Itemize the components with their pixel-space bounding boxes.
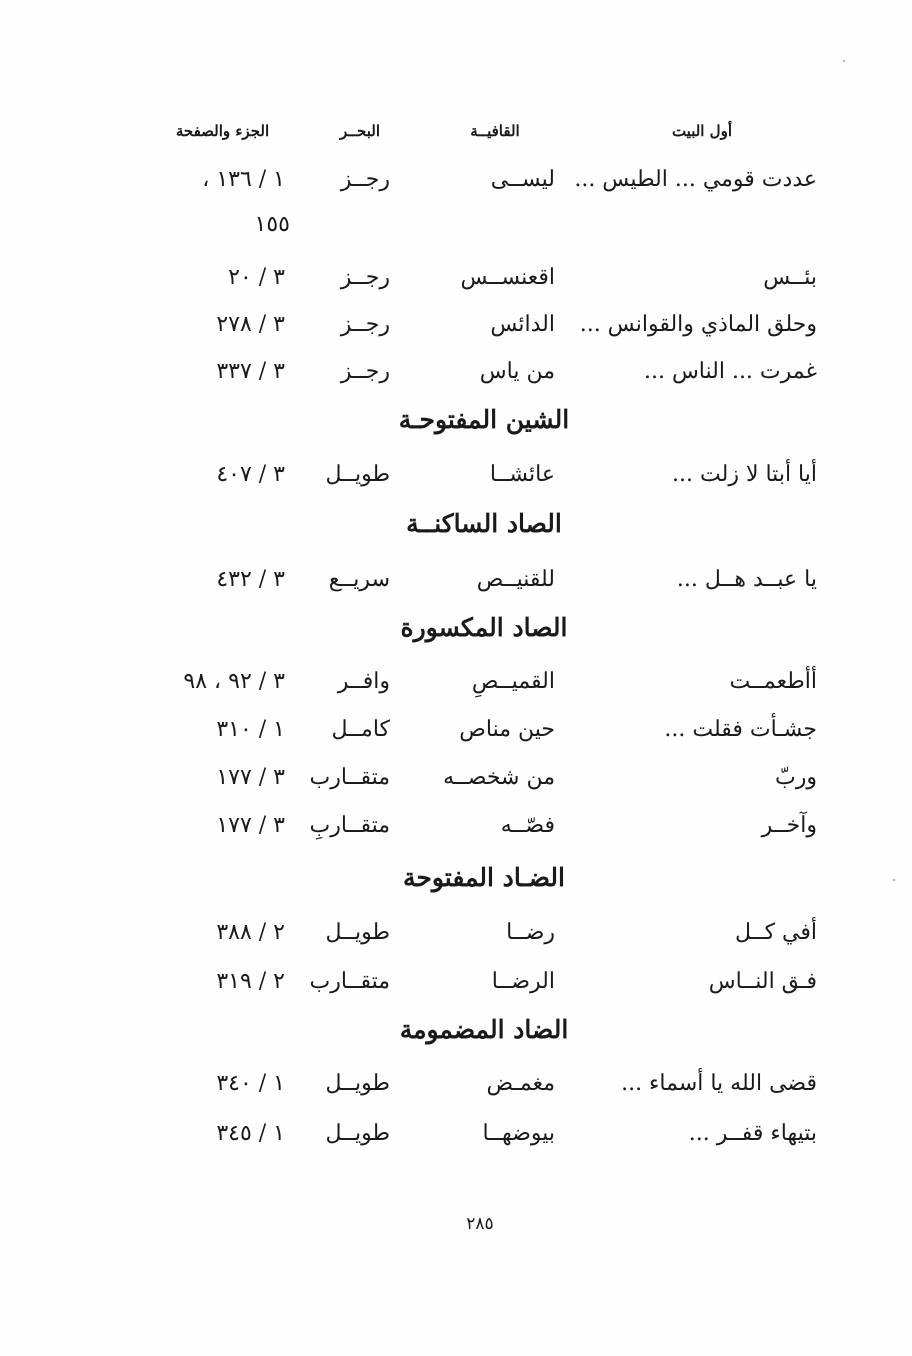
ref-cell: ٣ / ١٧٧ xyxy=(216,765,285,790)
verse-cell: غمرت ... الناس ... xyxy=(643,359,817,384)
verse-cell: بتيهاء قفــر ... xyxy=(688,1121,817,1146)
table-row xyxy=(0,305,912,345)
section-title: الضاد المضمومة xyxy=(399,1015,569,1044)
verse-cell: بئــس xyxy=(763,265,817,290)
verse-cell: وحلق الماذي والقوانس ... xyxy=(579,312,817,337)
section-title: الضـاد المفتوحة xyxy=(403,863,565,892)
table-row xyxy=(0,710,912,750)
rhyme-cell: بيوضهــا xyxy=(482,1121,555,1146)
ref-cell: ٣ / ١٧٧ xyxy=(216,813,285,838)
verse-cell: عددت قومي ... الطيس ... xyxy=(574,167,817,192)
section-title: الصاد الساكنــة xyxy=(406,509,562,538)
rhyme-cell: مغمـض xyxy=(486,1071,555,1096)
ref-continuation: ١٥٥ xyxy=(254,212,290,237)
ref-cell: ٣ / ٢٠ xyxy=(228,265,285,290)
meter-cell: كامــل xyxy=(331,717,390,742)
ref-cell: ١ / ٣١٠ xyxy=(216,717,285,742)
rhyme-cell: اقعنســس xyxy=(460,265,555,290)
header-verse: أول البيت xyxy=(671,122,732,140)
rhyme-cell: فصّــه xyxy=(500,813,555,838)
verse-cell: قضى الله يا أسماء ... xyxy=(621,1071,817,1096)
table-row xyxy=(0,913,912,953)
ref-cell: ٢ / ٣١٩ xyxy=(216,969,285,994)
header-meter: البحــر xyxy=(339,122,380,140)
table-row xyxy=(0,962,912,1002)
meter-cell: رجــز xyxy=(340,312,390,337)
verse-cell: فـق النــاس xyxy=(708,969,817,994)
ref-cell: ٢ / ٣٨٨ xyxy=(216,920,285,945)
table-row xyxy=(0,758,912,798)
table-row xyxy=(0,806,912,846)
ref-cell: ٣ / ٤٠٧ xyxy=(216,462,285,487)
ref-cell: ٣ / ٤٣٢ xyxy=(216,567,285,592)
section-heading xyxy=(0,502,912,546)
verse-cell: يا عبــد هــل ... xyxy=(676,567,817,592)
verse-cell: أأطعمــت xyxy=(729,669,817,694)
table-row xyxy=(0,1064,912,1104)
section-heading xyxy=(0,856,912,900)
meter-cell: طويــل xyxy=(325,462,390,487)
meter-cell: متقــارب xyxy=(309,969,390,994)
ref-cell: ٣ / ٣٣٧ xyxy=(216,359,285,384)
rhyme-cell: الدائس xyxy=(490,312,555,337)
section-heading xyxy=(0,398,912,442)
header-ref: الجزء والصفحة xyxy=(175,122,270,140)
section-title: الصاد المكسورة xyxy=(400,613,568,642)
rhyme-cell: حين مناص xyxy=(459,717,555,742)
meter-cell: متقــاربِ xyxy=(309,813,390,838)
table-row xyxy=(0,560,912,600)
rhyme-cell: للقنيــص xyxy=(476,567,555,592)
section-title: الشين المفتوحـة xyxy=(398,405,570,434)
ref-cell: ١ / ١٣٦ ، xyxy=(202,167,285,192)
verse-cell: أفي كــل xyxy=(735,920,817,945)
meter-cell: طويــل xyxy=(325,920,390,945)
rhyme-cell: رضــا xyxy=(506,920,555,945)
rhyme-cell: من ياس xyxy=(479,359,555,384)
rhyme-cell: من شخصــه xyxy=(443,765,555,790)
scan-speck xyxy=(893,879,895,881)
meter-cell: رجــز xyxy=(340,265,390,290)
meter-cell: طويــل xyxy=(325,1121,390,1146)
table-row xyxy=(0,160,912,200)
verse-cell: أيا أبتا لا زلت ... xyxy=(672,462,817,487)
table-row xyxy=(0,352,912,392)
verse-cell: وربّ xyxy=(775,765,817,790)
meter-cell: رجــز xyxy=(340,359,390,384)
table-row xyxy=(0,258,912,298)
rhyme-cell: القميــصِ xyxy=(471,669,555,694)
section-heading xyxy=(0,606,912,650)
verse-cell: جشـأت فقلت ... xyxy=(664,717,817,742)
meter-cell: رجــز xyxy=(340,167,390,192)
ref-cell: ٣ / ٢٧٨ xyxy=(216,312,285,337)
rhyme-cell: ليســى xyxy=(490,167,555,192)
meter-cell: متقــارب xyxy=(309,765,390,790)
scan-speck xyxy=(843,60,845,62)
meter-cell: سريــع xyxy=(328,567,390,592)
header-rhyme: القافيــة xyxy=(470,122,520,140)
rhyme-cell: عائشــا xyxy=(489,462,555,487)
page-number: ٢٨٥ xyxy=(466,1214,494,1234)
rhyme-cell: الرضــا xyxy=(491,969,555,994)
column-header-row xyxy=(0,111,912,151)
verse-cell: وآخــر xyxy=(761,813,817,838)
ref-cell: ١ / ٣٤٥ xyxy=(216,1121,285,1146)
meter-cell: وافــر xyxy=(337,669,390,694)
table-row xyxy=(0,1114,912,1154)
table-row xyxy=(0,662,912,702)
meter-cell: طويــل xyxy=(325,1071,390,1096)
section-heading xyxy=(0,1008,912,1052)
ref-cell: ٣ / ٩٢ ، ٩٨ xyxy=(183,669,285,694)
ref-cell: ١ / ٣٤٠ xyxy=(216,1071,285,1096)
table-row xyxy=(0,455,912,495)
